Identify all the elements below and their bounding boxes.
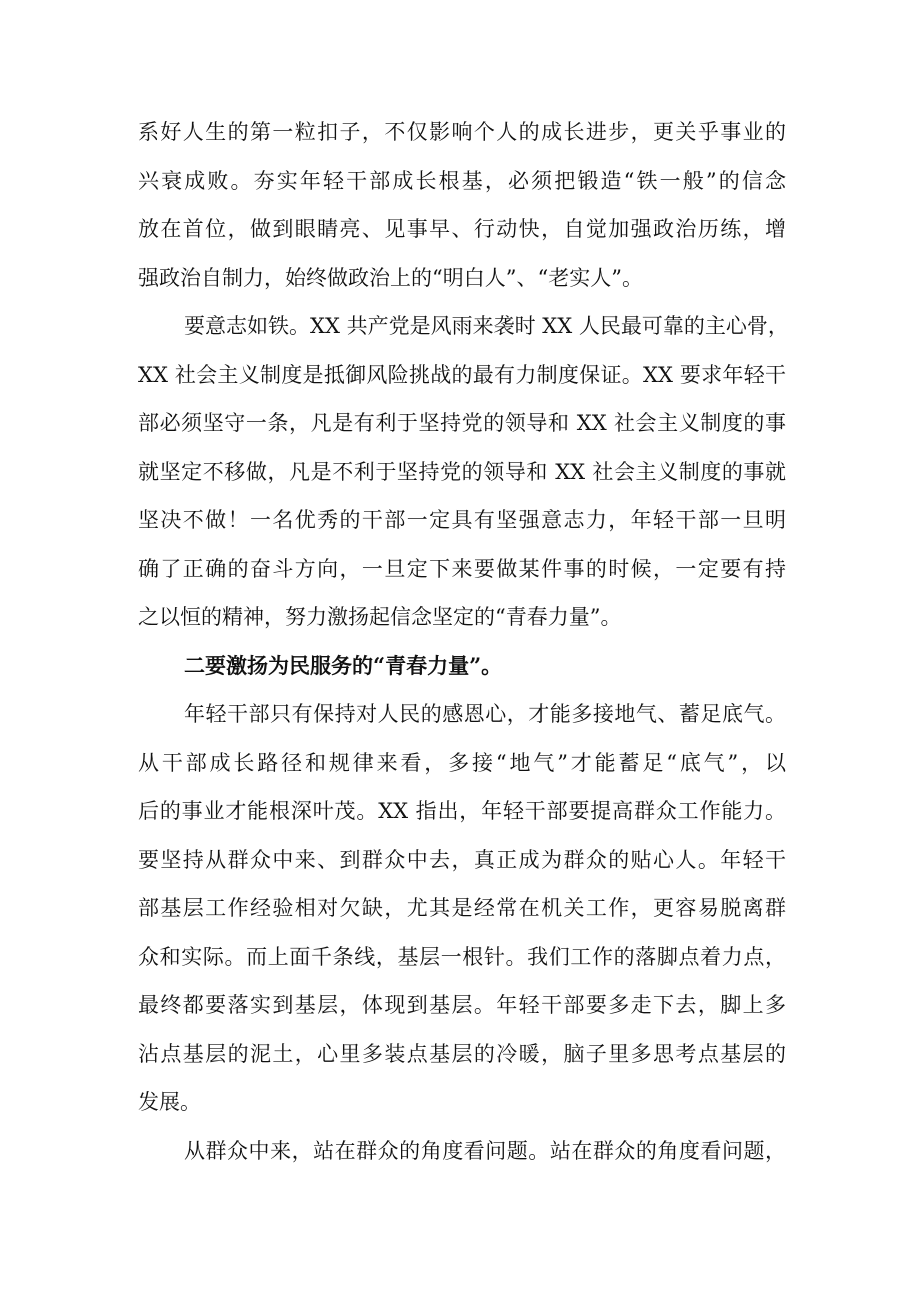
text-line: 系好人生的第一粒扣子，不仅影响个人的成长进步，更关乎事业的 — [138, 120, 786, 144]
text-line: 部基层工作经验相对欠缺，尤其是经常在机关工作，更容易脱离群 — [138, 896, 786, 920]
paragraph-start-line: 年轻干部只有保持对人民的感恩心，才能多接地气、蓄足底气。 — [184, 702, 786, 726]
text-line: 就坚定不移做，凡是不利于坚持党的领导和 XX 社会主义制度的事就 — [138, 459, 786, 484]
paragraph-start-line: 要意志如铁。XX 共产党是风雨来袭时 XX 人民最可靠的主心骨， — [184, 314, 789, 338]
text-line: 确了正确的奋斗方向，一旦定下来要做某件事的时候，一定要有持 — [138, 556, 786, 581]
text-line: 兴衰成败。夯实年轻干部成长根基，必须把锻造“铁一般”的信念 — [138, 168, 786, 193]
text-line: 部必须坚守一条，凡是有利于坚持党的领导和 XX 社会主义制度的事 — [138, 411, 786, 435]
paragraph-start-line: 从群众中来，站在群众的角度看问题。站在群众的角度看问题， — [184, 1138, 786, 1163]
text-line: 要坚持从群众中来、到群众中去，真正成为群众的贴心人。年轻干 — [138, 847, 786, 872]
text-line: 发展。 — [138, 1090, 201, 1114]
document-body — [138, 108, 789, 1175]
text-line: 众和实际。而上面千条线，基层一根针。我们工作的落脚点着力点， — [138, 944, 786, 969]
text-line: 最终都要落实到基层，体现到基层。年轻干部要多走下去，脚上多 — [138, 993, 786, 1017]
text-line: 之以恒的精神，努力激扬起信念坚定的“青春力量”。 — [138, 605, 622, 629]
text-line: 沾点基层的泥土，心里多装点基层的冷暖，脑子里多思考点基层的 — [138, 1041, 786, 1066]
text-line: 坚决不做！一名优秀的干部一定具有坚强意志力，年轻干部一旦明 — [138, 508, 786, 532]
text-line: 放在首位，做到眼睛亮、见事早、行动快，自觉加强政治历练，增 — [138, 217, 786, 241]
text-line: 强政治自制力，始终做政治上的“明白人”、“老实人”。 — [138, 265, 643, 290]
text-line: 后的事业才能根深叶茂。XX 指出，年轻干部要提高群众工作能力。 — [138, 799, 786, 823]
text-line: 从干部成长路径和规律来看，多接“地气”才能蓄足“底气”，以 — [138, 750, 786, 775]
text-line: XX 社会主义制度是抵御风险挑战的最有力制度保证。XX 要求年轻干 — [138, 362, 786, 387]
section-heading: 二要激扬为民服务的“青春力量”。 — [184, 652, 503, 678]
